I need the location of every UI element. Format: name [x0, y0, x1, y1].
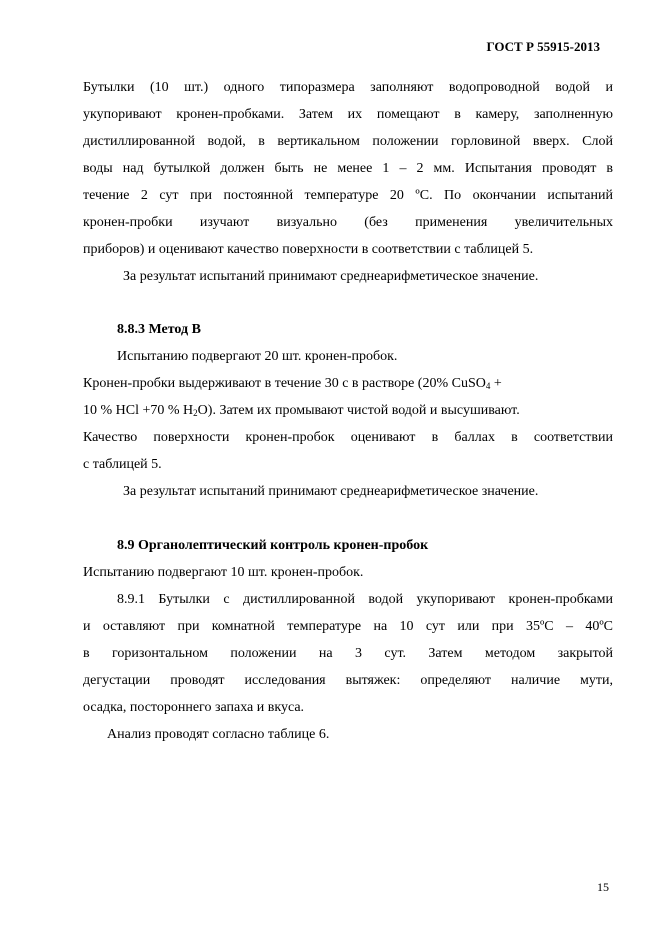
paragraph-line: течение 2 сут при постоянной температуре 20 ºС. По окончании испытаний: [83, 188, 613, 203]
paragraph-line: Кронен-пробки выдерживают в течение 30 с в растворе (20% CuSO$_4$ +: [83, 376, 502, 391]
document-code-header: ГОСТ Р 55915-2013: [486, 39, 600, 54]
paragraph-line: Испытанию подвергают 10 шт. кронен-пробок.: [83, 565, 364, 580]
paragraph-line: и оставляют при комнатной температуре на 10 сут или при 35ºС – 40ºС: [83, 619, 613, 634]
paragraph-line: Анализ проводят согласно таблице 6.: [107, 727, 330, 742]
paragraph-line: воды над бутылкой должен быть не менее 1 – 2 мм. Испытания проводят в: [83, 161, 613, 176]
paragraph-line: в горизонтальном положении на 3 сут. Затем методом закрытой: [83, 646, 613, 661]
page-number: 15: [597, 880, 609, 894]
paragraph-line: Испытанию подвергают 20 шт. кронен-пробок.: [117, 349, 398, 364]
paragraph-line: приборов) и оценивают качество поверхности в соответствии с таблицей 5.: [83, 242, 534, 257]
result-statement: За результат испытаний принимают среднеарифметическое значение.: [123, 484, 539, 499]
paragraph-line: 8.9.1 Бутылки с дистиллированной водой укупоривают кронен-пробками: [117, 592, 613, 607]
paragraph-line: укупоривают кронен-пробками. Затем их помещают в камеру, заполненную: [83, 107, 613, 122]
paragraph-line: дистиллированной водой, в вертикальном положении горловиной вверх. Слой: [83, 134, 613, 149]
paragraph-line: дегустации проводят исследования вытяжек: определяют наличие мути,: [83, 673, 613, 688]
paragraph-line: с таблицей 5.: [83, 457, 162, 472]
paragraph-line: Качество поверхности кронен-пробок оценивают в баллах в соответствии: [83, 430, 613, 445]
section-heading-8-8-3: 8.8.3 Метод В: [117, 322, 201, 337]
paragraph-line: 10 % HCl +70 % $H_2O$). Затем их промывают чистой водой и высушивают.: [83, 403, 520, 418]
section-heading-8-9: 8.9 Органолептический контроль кронен-пробок: [117, 538, 429, 553]
result-statement: За результат испытаний принимают среднеарифметическое значение.: [123, 269, 539, 284]
paragraph-line: Бутылки (10 шт.) одного типоразмера заполняют водопроводной водой и: [83, 80, 613, 95]
paragraph-line: кронен-пробки изучают визуально (без применения увеличительных: [83, 215, 613, 230]
paragraph-line: осадка, постороннего запаха и вкуса.: [83, 700, 305, 715]
